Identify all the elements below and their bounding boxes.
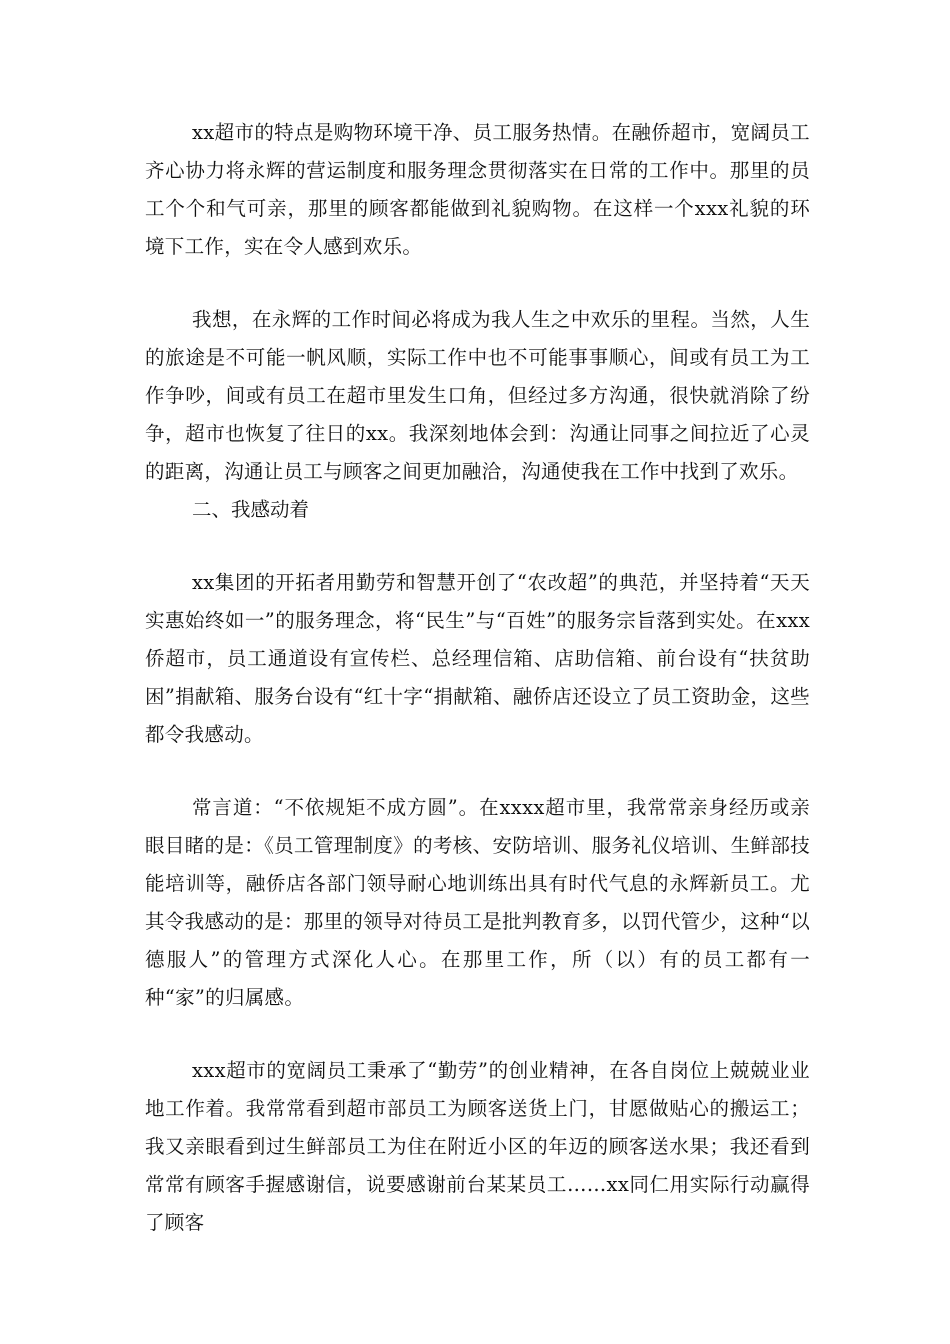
paragraph-4: 常言道：“不依规矩不成方圆”。在xxxx超市里，我常常亲身经历或亲眼目睹的是：《员工管理制度》的考核、安防培训、服务礼仪培训、生鲜部技能培训等，融侨店各部门领导耐心地训练出具有时代气息的永辉新员工。尤其令我感动的是：那里的领导对待员工是批判教育多，以罚代管少，这种“以德服人”的管理方式深化人心。在那里工作，所（以）有的员工都有一种“家”的归属感。 [145, 796, 810, 1009]
paragraph-5: xxx超市的宽阔员工秉承了“勤劳”的创业精神，在各自岗位上兢兢业业地工作着。我常常看到超市部员工为顾客送货上门，甘愿做贴心的搬运工；我又亲眼看到过生鲜部员工为住在附近小区的年迈的顾客送水果；我还看到常常有顾客手握感谢信，说要感谢前台某某员工……xx同仁用实际行动赢得了顾客 [145, 1059, 810, 1234]
paragraph-3: xx集团的开拓者用勤劳和智慧开创了“农改超”的典范，并坚持着“天天实惠始终如一”的服务理念，将“民生”与“百姓”的服务宗旨落到实处。在xxx侨超市，员工通道设有宣传栏、总经理信箱、店助信箱、前台设有“扶贫助困”捐献箱、服务台设有“红十字“捐献箱、融侨店还设立了员工资助金，这些都令我感动。 [145, 571, 810, 746]
paragraph-2: 我想，在永辉的工作时间必将成为我人生之中欢乐的里程。当然，人生的旅途是不可能一帆风顺，实际工作中也不可能事事顺心，间或有员工为工作争吵，间或有员工在超市里发生口角，但经过多方沟通，很快就消除了纷争，超市也恢复了往日的xx。我深刻地体会到：沟通让同事之间拉近了心灵的距离，沟通让员工与顾客之间更加融洽，沟通使我在工作中找到了欢乐。 [145, 308, 810, 483]
section-heading: 二、我感动着 [192, 498, 310, 521]
document-page [145, 114, 810, 1242]
paragraph-1: xx超市的特点是购物环境干净、员工服务热情。在融侨超市，宽阔员工齐心协力将永辉的营运制度和服务理念贯彻落实在日常的工作中。那里的员工个个和气可亲，那里的顾客都能做到礼貌购物。在这样一个xxx礼貌的环境下工作，实在令人感到欢乐。 [145, 121, 810, 258]
